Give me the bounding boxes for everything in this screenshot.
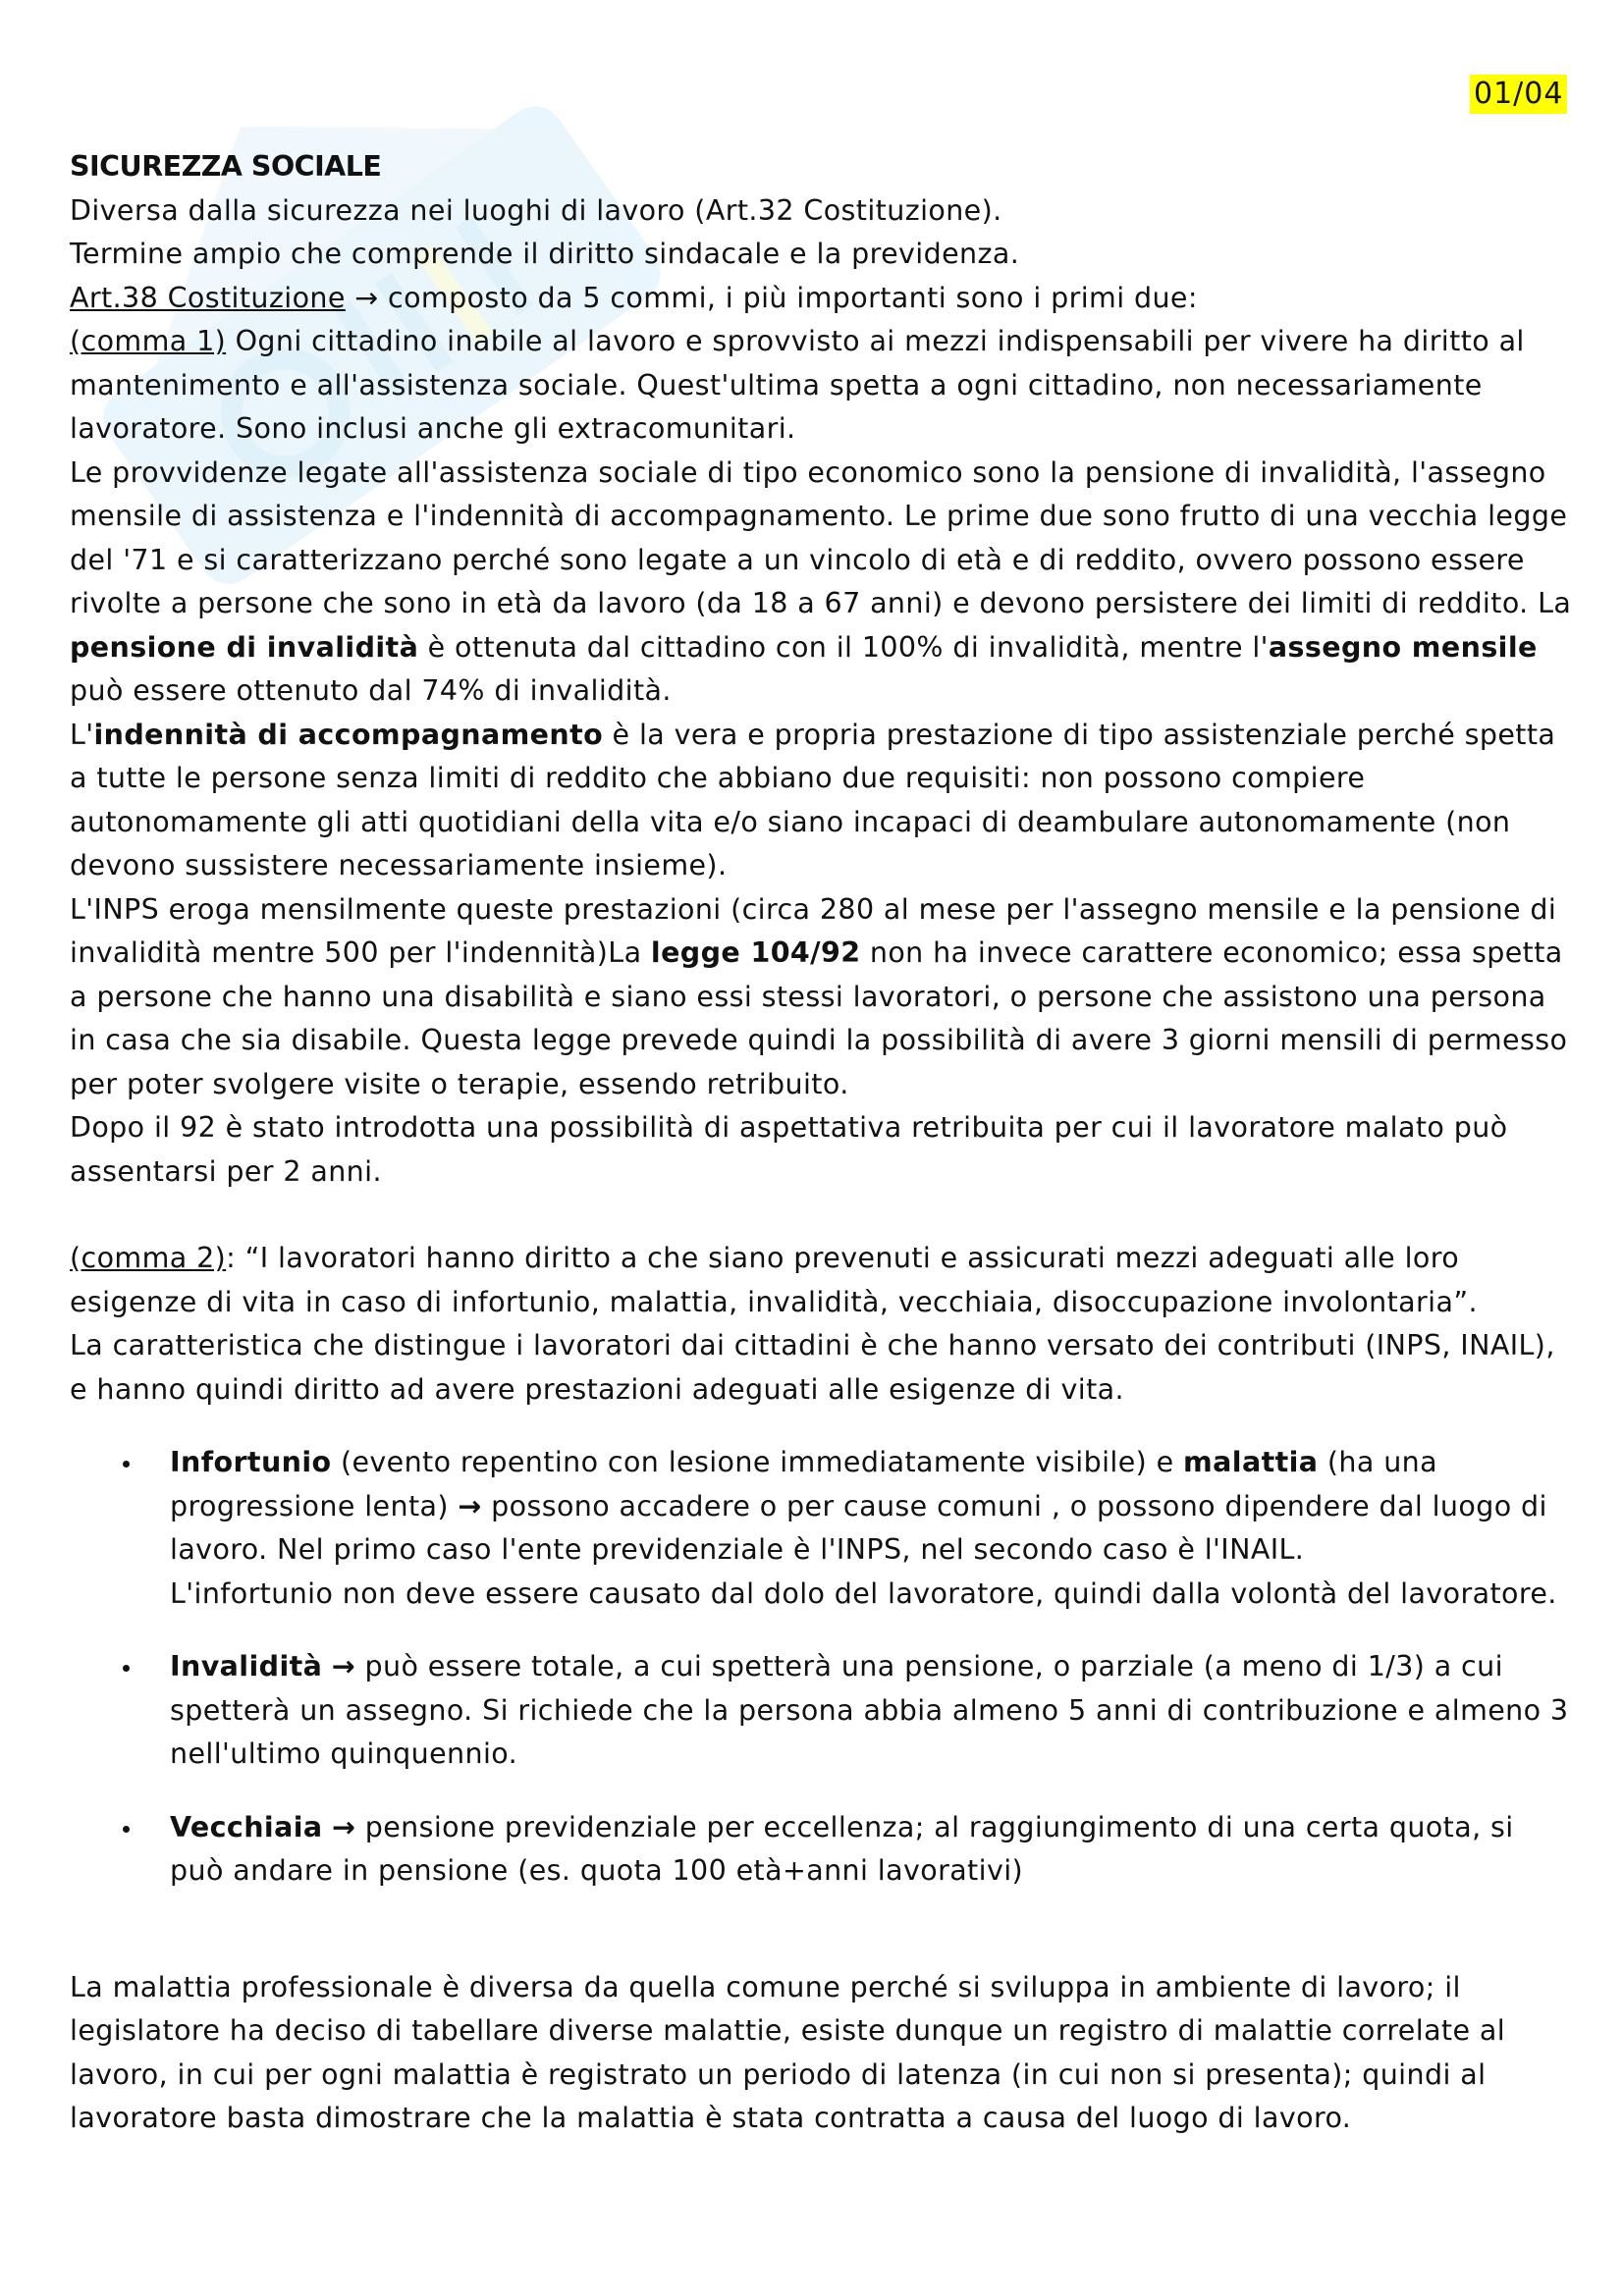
comma2-label: (comma 2) (70, 1242, 227, 1274)
provvidenze-text: Le provvidenze legate all'assistenza sociale di tipo economico sono la pensione di invalidità, l'assegno mensile di assistenza e l'indennità di accompagnamento. Le prime due sono frutto di una vecchia legge del '71 e si caratterizzano perché sono legate a un vincolo di età e di reddito, ovvero possono essere rivolte a persone che sono in età da lavoro (da 18 a 67 anni) e devono persistere dei limiti di reddito. La (70, 455, 1572, 619)
list-item-vecchiaia (70, 1806, 1572, 1894)
indennita-text: L' (70, 718, 94, 751)
provvidenze-paragraph (70, 452, 1572, 714)
list-item-infortunio (70, 1441, 1572, 1616)
provvidenze-text: può essere ottenuto dal 74% di invalidità. (70, 674, 672, 707)
indennita-text: è la vera e propria prestazione di tipo assistenziale perché spetta a tutte le persone senza limiti di reddito che abbiano due requisiti: non possono compiere autonomamente gli atti quotidiani della vita e/o siano incapaci di deambulare autonomamente (non devono sussistere necessariamente insieme). (70, 718, 1556, 881)
comma1-text: Ogni cittadino inabile al lavoro e sprovvisto ai mezzi indispensabili per vivere ha diritto al mantenimento e all'assistenza sociale. Quest'ultima spetta a ogni cittadino, non necessariamente lavoratore. Sono inclusi anche gli extracomunitari. (70, 325, 1525, 445)
art38-line (70, 277, 1572, 321)
infortunio-term: Infortunio (170, 1446, 332, 1478)
comma1-label: (comma 1) (70, 325, 227, 357)
comma2-text: : “I lavoratori hanno diritto a che siano prevenuti e assicurati mezzi adeguati alle loro esigenze di vita in caso di infortunio, malattia, invalidità, vecchiaia, disoccupazione involontaria”. (70, 1242, 1478, 1318)
spacer (70, 1194, 1572, 1237)
arrow-right-icon: → (331, 1650, 356, 1682)
spacer (70, 1894, 1572, 1966)
page-number: 01/04 (1470, 75, 1567, 114)
infortunio-note: L'infortunio non deve essere causato dal dolo del lavoratore, quindi dalla volontà del lavoratore. (170, 1576, 1557, 1610)
caratteristica-paragraph: La caratteristica che distingue i lavoratori dai cittadini è che hanno versato dei contributi (INPS, INAIL), e hanno quindi diritto ad avere prestazioni adeguati alle esigenze di vita. (70, 1329, 1555, 1406)
inps-text: L'INPS eroga mensilmente queste prestazioni (circa 280 al mese per l'assegno mensile e la pensione di invalidità mentre 500 per l'indennità)La (70, 892, 1557, 969)
bullet-dot-icon (123, 1461, 130, 1468)
intro-line-2: Termine ampio che comprende il diritto sindacale e la previdenza. (70, 238, 1020, 270)
vecchiaia-term: Vecchiaia (170, 1810, 323, 1843)
indennita-paragraph (70, 714, 1572, 888)
comma1-paragraph (70, 320, 1572, 452)
pensione-invalidita-term: pensione di invalidità (70, 630, 419, 664)
bullet-dot-icon (123, 1665, 130, 1672)
malattia-professionale-paragraph: La malattia professionale è diversa da quella comune perché si sviluppa in ambiente di lavoro; il legislatore ha deciso di tabellare diverse malattie, esiste dunque un registro di malattie correlate al lavoro, in cui per ogni malattia è registrato un periodo di latenza (in cui non si presenta); quindi al lavoratore basta dimostrare che la malattia è stata contratta a causa del luogo di lavoro. (70, 1970, 1506, 2134)
art38-reference: Art.38 Costituzione (70, 281, 346, 314)
indennita-term: indennità di accompagnamento (93, 718, 604, 751)
section-title: SICUREZZA SOCIALE (70, 150, 382, 183)
malattia-term: malattia (1183, 1446, 1319, 1478)
comma2-paragraph (70, 1237, 1572, 1324)
art38-description: → composto da 5 commi, i più importanti sono i primi due: (345, 281, 1198, 314)
intro-line-1: Diversa dalla sicurezza nei luoghi di lavoro (Art.32 Costituzione). (70, 193, 1002, 227)
invalidita-text: può essere totale, a cui spetterà una pensione, o parziale (a meno di 1/3) a cui spetterà un assegno. Si richiede che la persona abbia almeno 5 anni di contribuzione e almeno 3 nell'ultimo quinquennio. (170, 1650, 1569, 1770)
list-item-invalidita (70, 1645, 1572, 1777)
bullet-list (70, 1441, 1572, 1894)
assegno-mensile-term: assegno mensile (1268, 630, 1538, 664)
dopo92-paragraph: Dopo il 92 è stato introdotta una possibilità di aspettativa retribuita per cui il lavoratore malato può assentarsi per 2 anni. (70, 1111, 1508, 1188)
spacer (70, 1412, 1572, 1441)
bullet-dot-icon (123, 1826, 130, 1833)
infortunio-text: possono accadere o per cause comuni , o possono dipendere dal luogo di lavoro. Nel primo caso l'ente previdenziale è l'INPS, nel secondo caso è l'INAIL. (170, 1489, 1547, 1566)
document-body (70, 145, 1572, 2141)
infortunio-text: (ha una progressione lenta) (170, 1446, 1437, 1522)
provvidenze-text: è ottenuta dal cittadino con il 100% di invalidità, mentre l' (418, 630, 1269, 664)
inps-paragraph (70, 888, 1572, 1107)
invalidita-term: Invalidità (170, 1650, 323, 1682)
vecchiaia-text: pensione previdenziale per eccellenza; al raggiungimento di una certa quota, si può andare in pensione (es. quota 100 età+anni lavorativi) (170, 1810, 1514, 1887)
arrow-right-icon: → (458, 1489, 482, 1522)
infortunio-text: (evento repentino con lesione immediatamente visibile) e (331, 1446, 1184, 1478)
inps-text: non ha invece carattere economico; essa spetta a persone che hanno una disabilità e siano essi stessi lavoratori, o persone che assistono una persona in casa che sia disabile. Questa legge prevede quindi la possibilità di avere 3 giorni mensili di permesso per poter svolgere visite o terapie, essendo retribuito. (70, 936, 1568, 1100)
arrow-right-icon: → (331, 1810, 356, 1843)
legge-104-term: legge 104/92 (650, 936, 861, 969)
